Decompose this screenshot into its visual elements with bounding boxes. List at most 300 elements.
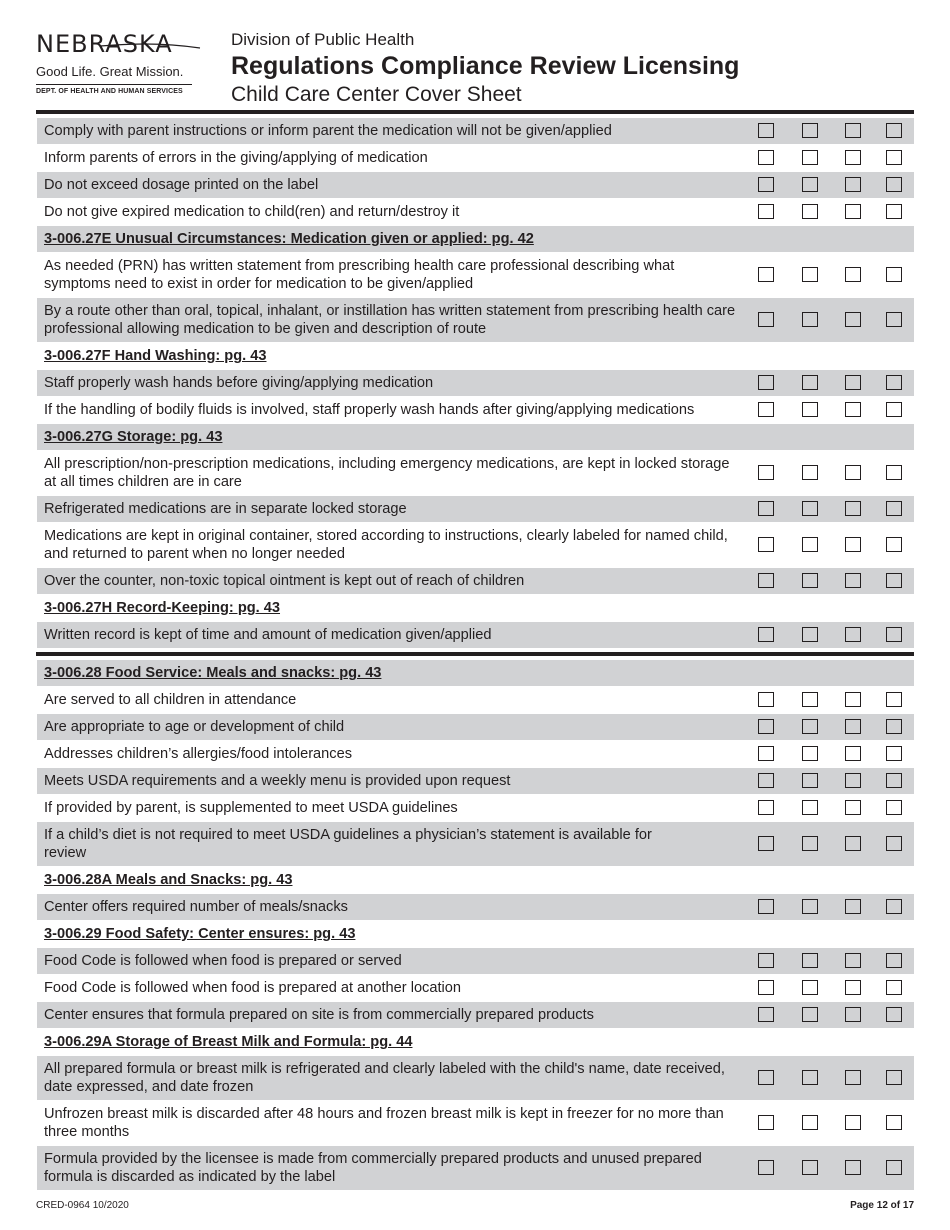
checkbox-cell — [874, 894, 914, 921]
checkbox-cell — [788, 948, 831, 975]
checkbox-cell — [744, 568, 788, 595]
checklist-row — [37, 253, 914, 298]
checkbox-cell — [788, 1146, 831, 1191]
checkbox-1[interactable] — [758, 1007, 774, 1022]
checkbox-cell — [744, 1029, 788, 1056]
checkbox-cell — [874, 424, 914, 451]
checkbox-cell — [788, 199, 831, 226]
division-label: Division of Public Health — [231, 30, 415, 49]
checkbox-3[interactable] — [845, 123, 861, 138]
item-text — [37, 199, 744, 226]
checkbox-4[interactable] — [886, 150, 902, 165]
checkbox-3[interactable] — [845, 1115, 861, 1130]
item-text — [37, 687, 744, 714]
checkbox-2[interactable] — [802, 465, 818, 480]
checkbox-1[interactable] — [758, 773, 774, 788]
item-text — [37, 894, 744, 921]
checkbox-4[interactable] — [886, 573, 902, 588]
checkbox-cell — [831, 451, 874, 496]
row-text: Are served to all children in attendance — [44, 692, 297, 708]
checkbox-1[interactable] — [758, 123, 774, 138]
checkbox-1[interactable] — [758, 375, 774, 390]
checkbox-cell — [788, 370, 831, 397]
logo-divider — [36, 84, 192, 85]
checklist-row — [37, 687, 914, 714]
checklist-row — [37, 948, 914, 975]
checkbox-4[interactable] — [886, 719, 902, 734]
checkbox-cell — [831, 660, 874, 687]
checkbox-1[interactable] — [758, 836, 774, 851]
checklist-row — [37, 714, 914, 741]
checkbox-cell — [788, 1056, 831, 1101]
checkbox-2[interactable] — [802, 312, 818, 327]
checkbox-cell — [788, 741, 831, 768]
checkbox-2[interactable] — [802, 627, 818, 642]
checklist-row — [37, 568, 914, 595]
item-text — [37, 298, 744, 343]
checkbox-1[interactable] — [758, 719, 774, 734]
checkbox-4[interactable] — [886, 204, 902, 219]
section-heading — [37, 867, 744, 894]
checkbox-cell — [831, 199, 874, 226]
checkbox-1[interactable] — [758, 800, 774, 815]
checkbox-cell — [831, 118, 874, 145]
checkbox-2[interactable] — [802, 773, 818, 788]
checkbox-1[interactable] — [758, 204, 774, 219]
checkbox-1[interactable] — [758, 537, 774, 552]
checkbox-cell — [788, 1029, 831, 1056]
checkbox-3[interactable] — [845, 267, 861, 282]
row-text: Food Code is followed when food is prepared or served — [44, 953, 402, 969]
checkbox-cell — [874, 451, 914, 496]
checkbox-1[interactable] — [758, 267, 774, 282]
checkbox-cell — [744, 424, 788, 451]
section-heading-row — [37, 921, 914, 948]
logo-dept: DEPT. OF HEALTH AND HUMAN SERVICES — [36, 88, 183, 95]
checkbox-3[interactable] — [845, 375, 861, 390]
checkbox-1[interactable] — [758, 1115, 774, 1130]
checkbox-cell — [831, 921, 874, 948]
section-heading-row — [37, 867, 914, 894]
checklist-row — [37, 1101, 914, 1146]
checkbox-cell — [874, 867, 914, 894]
checkbox-cell — [744, 253, 788, 298]
checkbox-cell — [788, 867, 831, 894]
checkbox-cell — [744, 768, 788, 795]
row-text: 3-006.29A Storage of Breast Milk and Formula: pg. 44 — [44, 1034, 413, 1050]
checkbox-cell — [788, 660, 831, 687]
checkbox-1[interactable] — [758, 573, 774, 588]
item-text — [37, 714, 744, 741]
row-text: All prepared formula or breast milk is refrigerated and clearly labeled with the child's name, date received, date expressed, and date frozen — [44, 1061, 725, 1095]
checkbox-cell — [744, 795, 788, 822]
checkbox-cell — [831, 343, 874, 370]
checklist-row — [37, 1002, 914, 1029]
checkbox-2[interactable] — [802, 1115, 818, 1130]
checkbox-3[interactable] — [845, 1160, 861, 1175]
checkbox-3[interactable] — [845, 573, 861, 588]
checkbox-cell — [831, 145, 874, 172]
checkbox-2[interactable] — [802, 836, 818, 851]
checkbox-1[interactable] — [758, 402, 774, 417]
checkbox-cell — [874, 145, 914, 172]
checkbox-cell — [874, 370, 914, 397]
checkbox-4[interactable] — [886, 1007, 902, 1022]
section-heading-row — [37, 343, 914, 370]
checkbox-cell — [788, 226, 831, 253]
logo-swoosh-icon — [98, 32, 202, 58]
checkbox-cell — [744, 118, 788, 145]
checkbox-cell — [874, 1101, 914, 1146]
row-text: By a route other than oral, topical, inhalant, or instillation has written statement from prescribing health care professional allowing medication to be given and description of route — [44, 303, 736, 337]
checkbox-cell — [831, 1029, 874, 1056]
checkbox-cell — [831, 397, 874, 424]
checkbox-4[interactable] — [886, 692, 902, 707]
checkbox-cell — [874, 595, 914, 622]
item-text — [37, 822, 744, 867]
checkbox-4[interactable] — [886, 773, 902, 788]
checklist-row — [37, 795, 914, 822]
checkbox-3[interactable] — [845, 1007, 861, 1022]
checkbox-2[interactable] — [802, 692, 818, 707]
checkbox-2[interactable] — [802, 501, 818, 516]
row-text: All prescription/non-prescription medications, including emergency medications, are kept in locked storage at all times children are in care — [44, 456, 730, 490]
checkbox-cell — [874, 975, 914, 1002]
checkbox-2[interactable] — [802, 123, 818, 138]
checkbox-4[interactable] — [886, 1115, 902, 1130]
checkbox-cell — [744, 822, 788, 867]
header-titles — [231, 30, 739, 108]
header-divider — [36, 110, 914, 114]
checkbox-4[interactable] — [886, 980, 902, 995]
checkbox-cell — [874, 768, 914, 795]
section-heading — [37, 660, 744, 687]
row-text: Unfrozen breast milk is discarded after 48 hours and frozen breast milk is kept in freezer for no more than three months — [44, 1106, 724, 1140]
checkbox-cell — [744, 370, 788, 397]
checkbox-cell — [788, 894, 831, 921]
checkbox-2[interactable] — [802, 267, 818, 282]
checkbox-cell — [744, 687, 788, 714]
logo-name: NEBRASKA — [36, 30, 173, 58]
checkbox-cell — [874, 687, 914, 714]
section-heading — [37, 226, 744, 253]
checkbox-4[interactable] — [886, 267, 902, 282]
checklist-row — [37, 822, 914, 867]
section-heading-row — [37, 1029, 914, 1056]
checkbox-4[interactable] — [886, 836, 902, 851]
section-heading — [37, 921, 744, 948]
checkbox-cell — [788, 343, 831, 370]
row-text: 3-006.27F Hand Washing: pg. 43 — [44, 348, 267, 364]
checklist-table-medication — [37, 118, 914, 649]
item-text — [37, 768, 744, 795]
checkbox-cell — [788, 687, 831, 714]
checkbox-cell — [744, 226, 788, 253]
checkbox-1[interactable] — [758, 1160, 774, 1175]
item-text — [37, 451, 744, 496]
checkbox-cell — [831, 253, 874, 298]
checkbox-cell — [831, 496, 874, 523]
checkbox-cell — [831, 687, 874, 714]
row-text: Do not give expired medication to child(ren) and return/destroy it — [44, 204, 460, 220]
checkbox-cell — [788, 568, 831, 595]
checklist-row — [37, 622, 914, 649]
row-text: Over the counter, non-toxic topical ointment is kept out of reach of children — [44, 573, 525, 589]
row-text: Food Code is followed when food is prepared at another location — [44, 980, 461, 996]
checkbox-4[interactable] — [886, 375, 902, 390]
row-text: 3-006.28 Food Service: Meals and snacks: pg. 43 — [44, 665, 382, 681]
checklist-row — [37, 496, 914, 523]
row-text: Center offers required number of meals/snacks — [44, 899, 348, 915]
checkbox-cell — [744, 496, 788, 523]
checkbox-3[interactable] — [845, 537, 861, 552]
checkbox-cell — [788, 145, 831, 172]
checkbox-cell — [874, 226, 914, 253]
checkbox-2[interactable] — [802, 1160, 818, 1175]
checkbox-2[interactable] — [802, 1007, 818, 1022]
page-header — [36, 30, 914, 110]
checkbox-cell — [831, 523, 874, 568]
section-heading-row — [37, 595, 914, 622]
checkbox-1[interactable] — [758, 177, 774, 192]
page-number: Page 12 of 17 — [850, 1200, 914, 1211]
checkbox-1[interactable] — [758, 899, 774, 914]
checkbox-cell — [744, 660, 788, 687]
checkbox-2[interactable] — [802, 537, 818, 552]
checkbox-cell — [874, 496, 914, 523]
checkbox-cell — [874, 948, 914, 975]
item-text — [37, 622, 744, 649]
checkbox-1[interactable] — [758, 465, 774, 480]
checkbox-cell — [831, 595, 874, 622]
checkbox-cell — [788, 172, 831, 199]
item-text — [37, 496, 744, 523]
checkbox-3[interactable] — [845, 899, 861, 914]
checkbox-cell — [874, 298, 914, 343]
checkbox-1[interactable] — [758, 312, 774, 327]
checkbox-cell — [831, 226, 874, 253]
section-heading-row — [37, 660, 914, 687]
checkbox-cell — [744, 199, 788, 226]
checkbox-3[interactable] — [845, 501, 861, 516]
checkbox-cell — [788, 622, 831, 649]
item-text — [37, 1146, 744, 1191]
checkbox-cell — [831, 795, 874, 822]
row-text: If the handling of bodily fluids is involved, staff properly wash hands after giving/applying medications — [44, 402, 695, 418]
checkbox-cell — [744, 867, 788, 894]
checkbox-cell — [788, 795, 831, 822]
row-text: Refrigerated medications are in separate locked storage — [44, 501, 407, 517]
checkbox-3[interactable] — [845, 465, 861, 480]
section-heading — [37, 343, 744, 370]
checkbox-3[interactable] — [845, 746, 861, 761]
checkbox-2[interactable] — [802, 375, 818, 390]
section-divider — [36, 652, 914, 656]
checkbox-2[interactable] — [802, 953, 818, 968]
checkbox-cell — [744, 741, 788, 768]
row-text: 3-006.27H Record-Keeping: pg. 43 — [44, 600, 281, 616]
checkbox-4[interactable] — [886, 312, 902, 327]
checkbox-3[interactable] — [845, 177, 861, 192]
checkbox-cell — [788, 921, 831, 948]
checkbox-cell — [788, 822, 831, 867]
checkbox-cell — [874, 622, 914, 649]
checkbox-cell — [744, 172, 788, 199]
checkbox-cell — [744, 894, 788, 921]
checklist-row — [37, 370, 914, 397]
nebraska-dhhs-logo — [36, 30, 198, 95]
checkbox-cell — [874, 523, 914, 568]
checkbox-cell — [831, 1056, 874, 1101]
checkbox-4[interactable] — [886, 1160, 902, 1175]
checkbox-4[interactable] — [886, 465, 902, 480]
checkbox-1[interactable] — [758, 627, 774, 642]
checkbox-2[interactable] — [802, 719, 818, 734]
checkbox-3[interactable] — [845, 692, 861, 707]
checklist-row — [37, 451, 914, 496]
checkbox-4[interactable] — [886, 402, 902, 417]
checkbox-2[interactable] — [802, 1070, 818, 1085]
checkbox-3[interactable] — [845, 980, 861, 995]
checkbox-3[interactable] — [845, 719, 861, 734]
checkbox-cell — [788, 714, 831, 741]
checkbox-1[interactable] — [758, 746, 774, 761]
checkbox-3[interactable] — [845, 836, 861, 851]
section-heading — [37, 424, 744, 451]
checkbox-cell — [788, 595, 831, 622]
checkbox-cell — [788, 397, 831, 424]
item-text — [37, 1056, 744, 1101]
checkbox-4[interactable] — [886, 627, 902, 642]
checkbox-cell — [788, 496, 831, 523]
checkbox-3[interactable] — [845, 150, 861, 165]
checkbox-cell — [788, 1002, 831, 1029]
checkbox-3[interactable] — [845, 773, 861, 788]
checkbox-4[interactable] — [886, 123, 902, 138]
checkbox-cell — [744, 1146, 788, 1191]
checkbox-2[interactable] — [802, 150, 818, 165]
checkbox-4[interactable] — [886, 537, 902, 552]
checkbox-3[interactable] — [845, 800, 861, 815]
checkbox-cell — [744, 948, 788, 975]
checkbox-3[interactable] — [845, 312, 861, 327]
checkbox-4[interactable] — [886, 953, 902, 968]
row-text: Formula provided by the licensee is made from commercially prepared products and unused prepared formula is discarded as indicated by the label — [44, 1151, 702, 1185]
checkbox-4[interactable] — [886, 800, 902, 815]
checkbox-4[interactable] — [886, 177, 902, 192]
checkbox-2[interactable] — [802, 204, 818, 219]
page-subtitle: Child Care Center Cover Sheet — [231, 83, 522, 106]
checkbox-cell — [744, 451, 788, 496]
row-text: Staff properly wash hands before giving/applying medication — [44, 375, 434, 391]
checkbox-2[interactable] — [802, 402, 818, 417]
item-text — [37, 568, 744, 595]
row-text: Meets USDA requirements and a weekly menu is provided upon request — [44, 773, 511, 789]
checkbox-cell — [831, 1002, 874, 1029]
checkbox-cell — [874, 118, 914, 145]
checkbox-cell — [874, 714, 914, 741]
checkbox-4[interactable] — [886, 899, 902, 914]
checkbox-cell — [831, 867, 874, 894]
item-text — [37, 253, 744, 298]
checkbox-3[interactable] — [845, 204, 861, 219]
checkbox-1[interactable] — [758, 1070, 774, 1085]
checklist-table-food — [37, 660, 914, 1191]
checkbox-1[interactable] — [758, 980, 774, 995]
checkbox-4[interactable] — [886, 1070, 902, 1085]
checkbox-cell — [788, 1101, 831, 1146]
checkbox-cell — [874, 1002, 914, 1029]
checkbox-cell — [831, 768, 874, 795]
checkbox-2[interactable] — [802, 746, 818, 761]
row-text: Inform parents of errors in the giving/applying of medication — [44, 150, 428, 166]
checkbox-cell — [831, 894, 874, 921]
checkbox-4[interactable] — [886, 501, 902, 516]
checkbox-cell — [831, 172, 874, 199]
checkbox-cell — [788, 768, 831, 795]
item-text — [37, 975, 744, 1002]
checklist-row — [37, 397, 914, 424]
item-text — [37, 741, 744, 768]
checkbox-cell — [831, 370, 874, 397]
checkbox-cell — [831, 975, 874, 1002]
row-text: 3-006.27E Unusual Circumstances: Medication given or applied: pg. 42 — [44, 231, 534, 247]
checkbox-3[interactable] — [845, 1070, 861, 1085]
checklist-row — [37, 894, 914, 921]
checkbox-4[interactable] — [886, 746, 902, 761]
checkbox-cell — [831, 948, 874, 975]
checkbox-cell — [831, 1146, 874, 1191]
checkbox-cell — [788, 253, 831, 298]
row-text: If provided by parent, is supplemented to meet USDA guidelines — [44, 800, 458, 816]
item-text — [37, 172, 744, 199]
checkbox-1[interactable] — [758, 501, 774, 516]
checkbox-cell — [744, 1002, 788, 1029]
checkbox-cell — [788, 975, 831, 1002]
checklist-row — [37, 975, 914, 1002]
checkbox-cell — [744, 622, 788, 649]
checkbox-1[interactable] — [758, 150, 774, 165]
checkbox-1[interactable] — [758, 953, 774, 968]
checkbox-2[interactable] — [802, 177, 818, 192]
checkbox-1[interactable] — [758, 692, 774, 707]
checkbox-3[interactable] — [845, 402, 861, 417]
checkbox-cell — [788, 424, 831, 451]
checkbox-cell — [744, 1101, 788, 1146]
item-text — [37, 1101, 744, 1146]
checkbox-2[interactable] — [802, 899, 818, 914]
checkbox-2[interactable] — [802, 980, 818, 995]
checkbox-cell — [874, 172, 914, 199]
item-text — [37, 370, 744, 397]
checkbox-cell — [788, 523, 831, 568]
checklist-row — [37, 199, 914, 226]
checkbox-cell — [831, 822, 874, 867]
checkbox-3[interactable] — [845, 627, 861, 642]
checkbox-cell — [744, 343, 788, 370]
checkbox-cell — [874, 568, 914, 595]
section-heading-row — [37, 226, 914, 253]
checkbox-cell — [874, 1056, 914, 1101]
checklist-row — [37, 741, 914, 768]
checkbox-2[interactable] — [802, 800, 818, 815]
checkbox-cell — [744, 145, 788, 172]
checkbox-3[interactable] — [845, 953, 861, 968]
checkbox-cell — [744, 714, 788, 741]
checkbox-cell — [874, 253, 914, 298]
checkbox-2[interactable] — [802, 573, 818, 588]
row-text: 3-006.27G Storage: pg. 43 — [44, 429, 223, 445]
